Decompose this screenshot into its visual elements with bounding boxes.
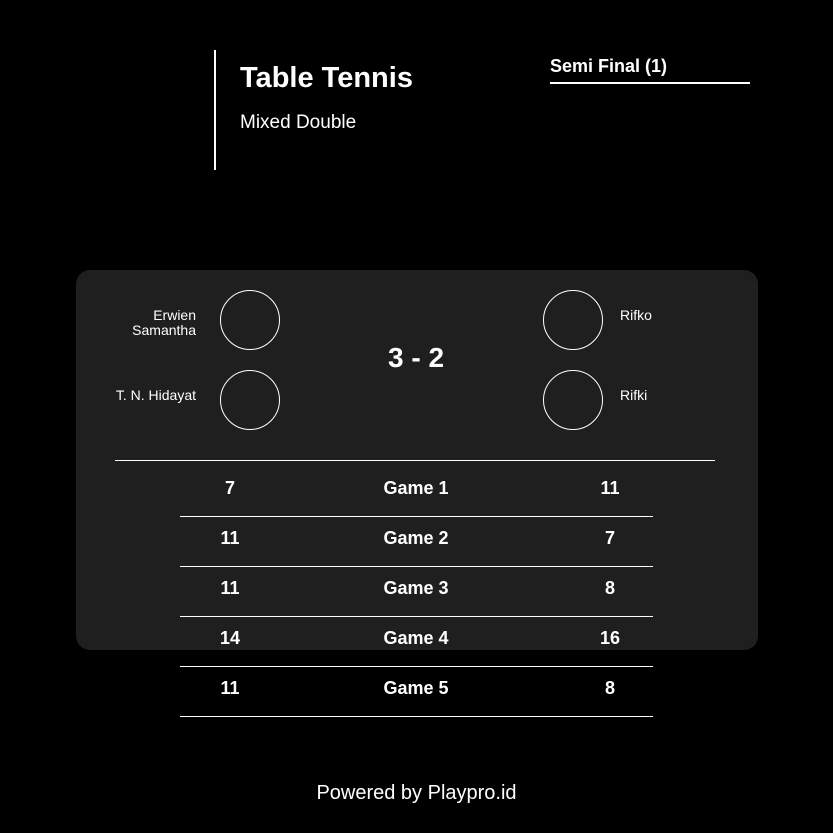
game-row	[180, 466, 653, 517]
right-player-2-avatar	[543, 370, 603, 430]
game-label: Game 1	[383, 478, 449, 498]
powered-by-footer: Powered by Playpro.id	[316, 782, 517, 804]
game-row	[180, 566, 653, 617]
score-divider	[115, 460, 715, 461]
game-label: Game 2	[383, 528, 449, 548]
left-game-score: 11	[220, 678, 240, 698]
game-row	[180, 666, 653, 717]
left-player-2-avatar	[220, 370, 280, 430]
left-game-score: 11	[220, 528, 240, 548]
game-label: Game 3	[383, 578, 449, 598]
left-game-score: 11	[220, 578, 240, 598]
game-label: Game 4	[383, 628, 449, 648]
right-player-2-name: Rifki	[620, 387, 648, 403]
game-row	[180, 616, 653, 667]
left-player-1-name: Erwien Samantha	[132, 307, 196, 338]
left-game-score: 14	[219, 628, 241, 648]
left-player-1-avatar	[220, 290, 280, 350]
game-row	[180, 516, 653, 567]
left-game-score: 7	[224, 478, 235, 498]
total-score: 3 - 2	[387, 342, 445, 373]
left-player-2-name: T. N. Hidayat	[115, 387, 196, 403]
header-divider	[214, 50, 216, 170]
right-game-score: 8	[604, 678, 615, 698]
match-category: Mixed Double	[240, 112, 357, 133]
round-label: Semi Final (1)	[550, 56, 750, 84]
right-game-score: 11	[600, 478, 620, 498]
game-label: Game 5	[383, 678, 449, 698]
sport-title: Table Tennis	[240, 62, 413, 94]
right-player-1-avatar	[543, 290, 603, 350]
right-game-score: 16	[599, 628, 621, 648]
right-game-score: 7	[604, 528, 615, 548]
right-game-score: 8	[604, 578, 615, 598]
right-player-1-name: Rifko	[620, 307, 652, 323]
